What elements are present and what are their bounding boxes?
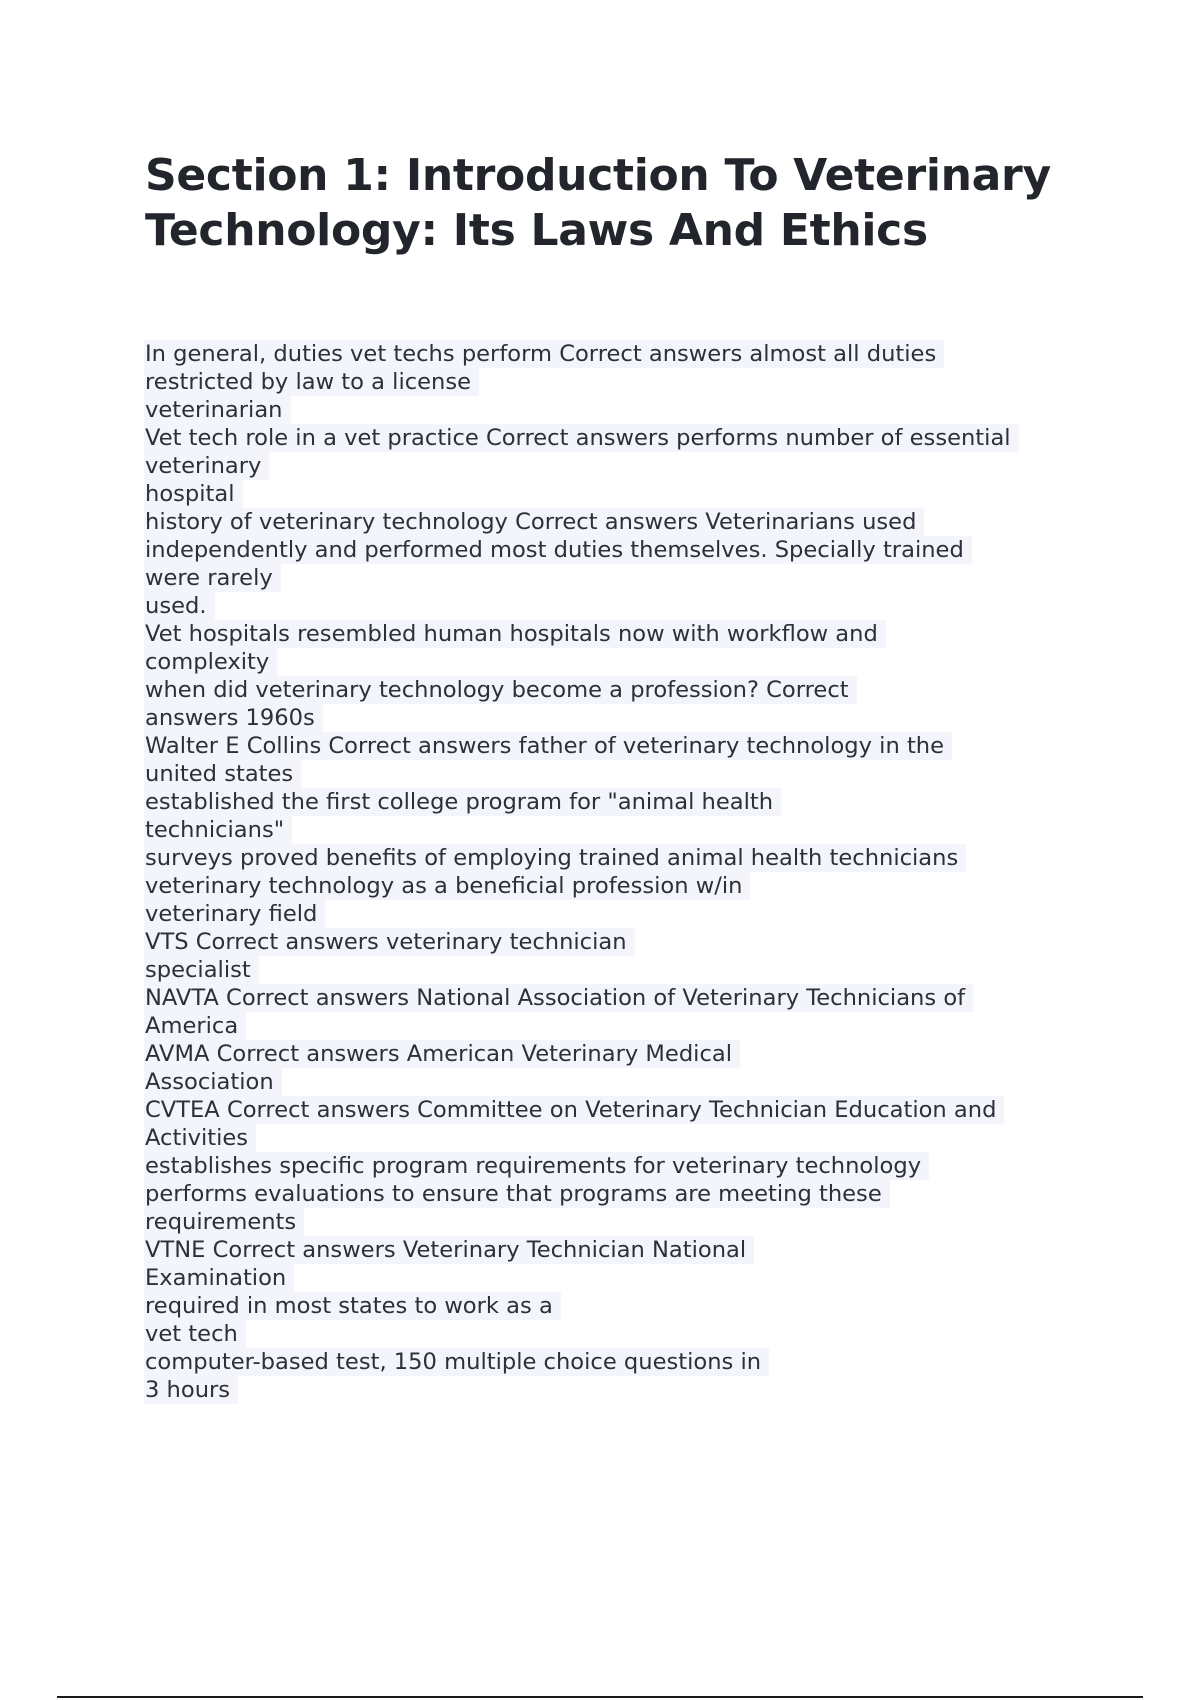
text-line: computer-based test, 150 multiple choice questions in xyxy=(144,1348,769,1376)
text-line: America xyxy=(144,1012,246,1040)
document-body xyxy=(145,340,1085,1404)
text-line: VTNE Correct answers Veterinary Technician National xyxy=(144,1236,754,1264)
text-line: answers 1960s xyxy=(144,704,323,732)
title-line: Section 1: Introduction To Veterinary xyxy=(145,150,1051,201)
text-line: Association xyxy=(144,1068,282,1096)
text-line: Activities xyxy=(144,1124,256,1152)
text-line: Walter E Collins Correct answers father of veterinary technology in the xyxy=(144,732,952,760)
text-line: veterinarian xyxy=(144,396,291,424)
text-line: restricted by law to a license xyxy=(144,368,479,396)
text-line: established the first college program for "animal health xyxy=(144,788,781,816)
title-line: Technology: Its Laws And Ethics xyxy=(145,205,928,256)
text-line: history of veterinary technology Correct answers Veterinarians used xyxy=(144,508,924,536)
text-line: veterinary technology as a beneficial profession w/in xyxy=(144,872,750,900)
text-line: veterinary xyxy=(144,452,269,480)
text-line: Vet tech role in a vet practice Correct answers performs number of essential xyxy=(144,424,1019,452)
text-line: used. xyxy=(144,592,215,620)
text-line: vet tech xyxy=(144,1320,246,1348)
text-line: VTS Correct answers veterinary technician xyxy=(144,928,635,956)
text-line: when did veterinary technology become a profession? Correct xyxy=(144,676,857,704)
text-line: Examination xyxy=(144,1264,294,1292)
text-line: hospital xyxy=(144,480,243,508)
text-line: united states xyxy=(144,760,301,788)
text-line: were rarely xyxy=(144,564,281,592)
text-line: required in most states to work as a xyxy=(144,1292,561,1320)
text-line: establishes specific program requirements for veterinary technology xyxy=(144,1152,929,1180)
text-line: technicians" xyxy=(144,816,292,844)
text-line: specialist xyxy=(144,956,259,984)
page-title xyxy=(145,148,1051,258)
text-line: independently and performed most duties themselves. Specially trained xyxy=(144,536,972,564)
text-line: complexity xyxy=(144,648,277,676)
text-line: surveys proved benefits of employing trained animal health technicians xyxy=(144,844,966,872)
text-line: performs evaluations to ensure that programs are meeting these xyxy=(144,1180,890,1208)
text-line: 3 hours xyxy=(144,1376,238,1404)
text-line: In general, duties vet techs perform Correct answers almost all duties xyxy=(144,340,944,368)
text-line: AVMA Correct answers American Veterinary Medical xyxy=(144,1040,740,1068)
footer-rule xyxy=(57,1696,1143,1698)
text-line: veterinary field xyxy=(144,900,325,928)
text-line: Vet hospitals resembled human hospitals now with workflow and xyxy=(144,620,886,648)
text-line: NAVTA Correct answers National Association of Veterinary Technicians of xyxy=(144,984,973,1012)
text-line: requirements xyxy=(144,1208,304,1236)
text-line: CVTEA Correct answers Committee on Veterinary Technician Education and xyxy=(144,1096,1004,1124)
